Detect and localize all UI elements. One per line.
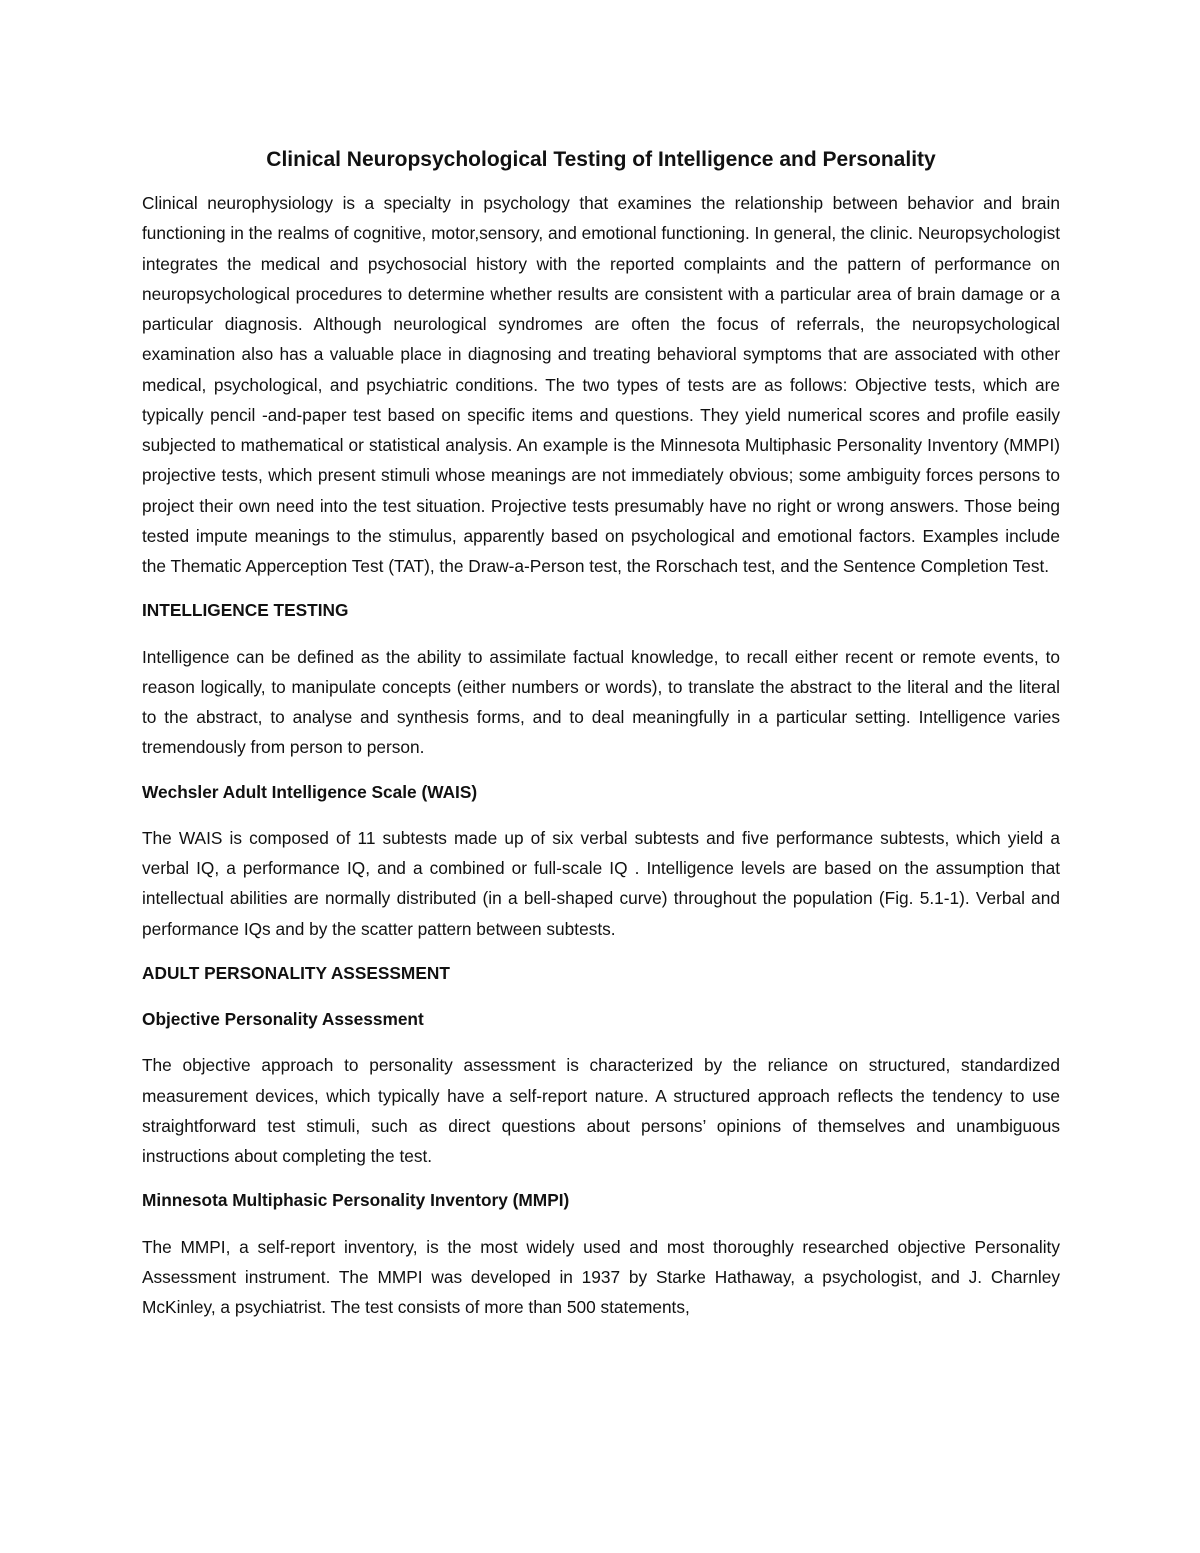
intelligence-paragraph: Intelligence can be defined as the ability to assimilate factual knowledge, to recall either recent or remote events, to reason logically, to manipulate concepts (either numbers or words), to translate the abstract to the literal and the literal to the abstract, to analyse and synthesis forms, and to deal meaningfully in a particular setting. Intelligence varies tremendously from person to person. — [142, 646, 1060, 758]
wais-paragraph: The WAIS is composed of 11 subtests made up of six verbal subtests and five performance subtests, which yield a verbal IQ, a performance IQ, and a combined or full-scale IQ . Intelligence levels are based on the assumption that intellectual abilities are normally distributed (in a bell-shaped curve) throughout the population (Fig. 5.1-1). Verbal and performance IQs and by the scatter pattern between subtests. — [142, 827, 1060, 939]
wais-heading: Wechsler Adult Intelligence Scale (WAIS) — [142, 781, 478, 802]
objective-assessment-heading: Objective Personality Assessment — [142, 1009, 424, 1029]
document-title: Clinical Neuropsychological Testing of Intelligence and Personality — [266, 148, 936, 171]
intelligence-testing-heading: INTELLIGENCE TESTING — [142, 600, 349, 621]
mmpi-heading: Minnesota Multiphasic Personality Inventory (MMPI) — [142, 1190, 570, 1211]
document-page — [142, 140, 1060, 1336]
intro-paragraph: Clinical neurophysiology is a specialty in psychology that examines the relationship between behavior and brain functioning in the realms of cognitive, motor,sensory, and emotional functioning. In general, the clinic. Neuropsychologist integrates the medical and psychosocial history with the reported complaints and the pattern of performance on neuropsychological procedures to determine whether results are consistent with a particular area of brain damage or a particular diagnosis. Although neurological syndromes are often the focus of referrals, the neuropsychological examination also has a valuable place in diagnosing and treating behavioral symptoms that are associated with other medical, psychological, and psychiatric conditions. The two types of tests are as follows: Objective tests, which are typically pencil -and-paper test based on specific items and questions. They yield numerical scores and profile easily subjected to mathematical or statistical analysis. An example is the Minnesota Multiphasic Personality Inventory (MMPI) projective tests, which present stimuli whose meanings are not immediately obvious; some ambiguity forces persons to project their own need into the test situation. Projective tests presumably have no right or wrong answers. Those being tested impute meanings to the stimulus, apparently based on psychological and emotional factors. Examples include the Thematic Apperception Test (TAT), the Draw-a-Person test, the Rorschach test, and the Sentence Completion Test. — [142, 193, 1061, 576]
mmpi-paragraph: The MMPI, a self-report inventory, is the most widely used and most thoroughly researched objective Personality Assessment instrument. The MMPI was developed in 1937 by Starke Hathaway, a psychologist, and J. Charnley McKinley, a psychiatrist. The test consists of more than 500 statements, — [142, 1236, 1060, 1317]
objective-paragraph: The objective approach to personality assessment is characterized by the reliance on structured, standardized measurement devices, which typically have a self-report nature. A structured approach reflects the tendency to use straightforward test stimuli, such as direct questions about persons’ opinions of themselves and unambiguous instructions about completing the test. — [142, 1055, 1060, 1166]
adult-personality-heading: ADULT PERSONALITY ASSESSMENT — [142, 962, 450, 983]
